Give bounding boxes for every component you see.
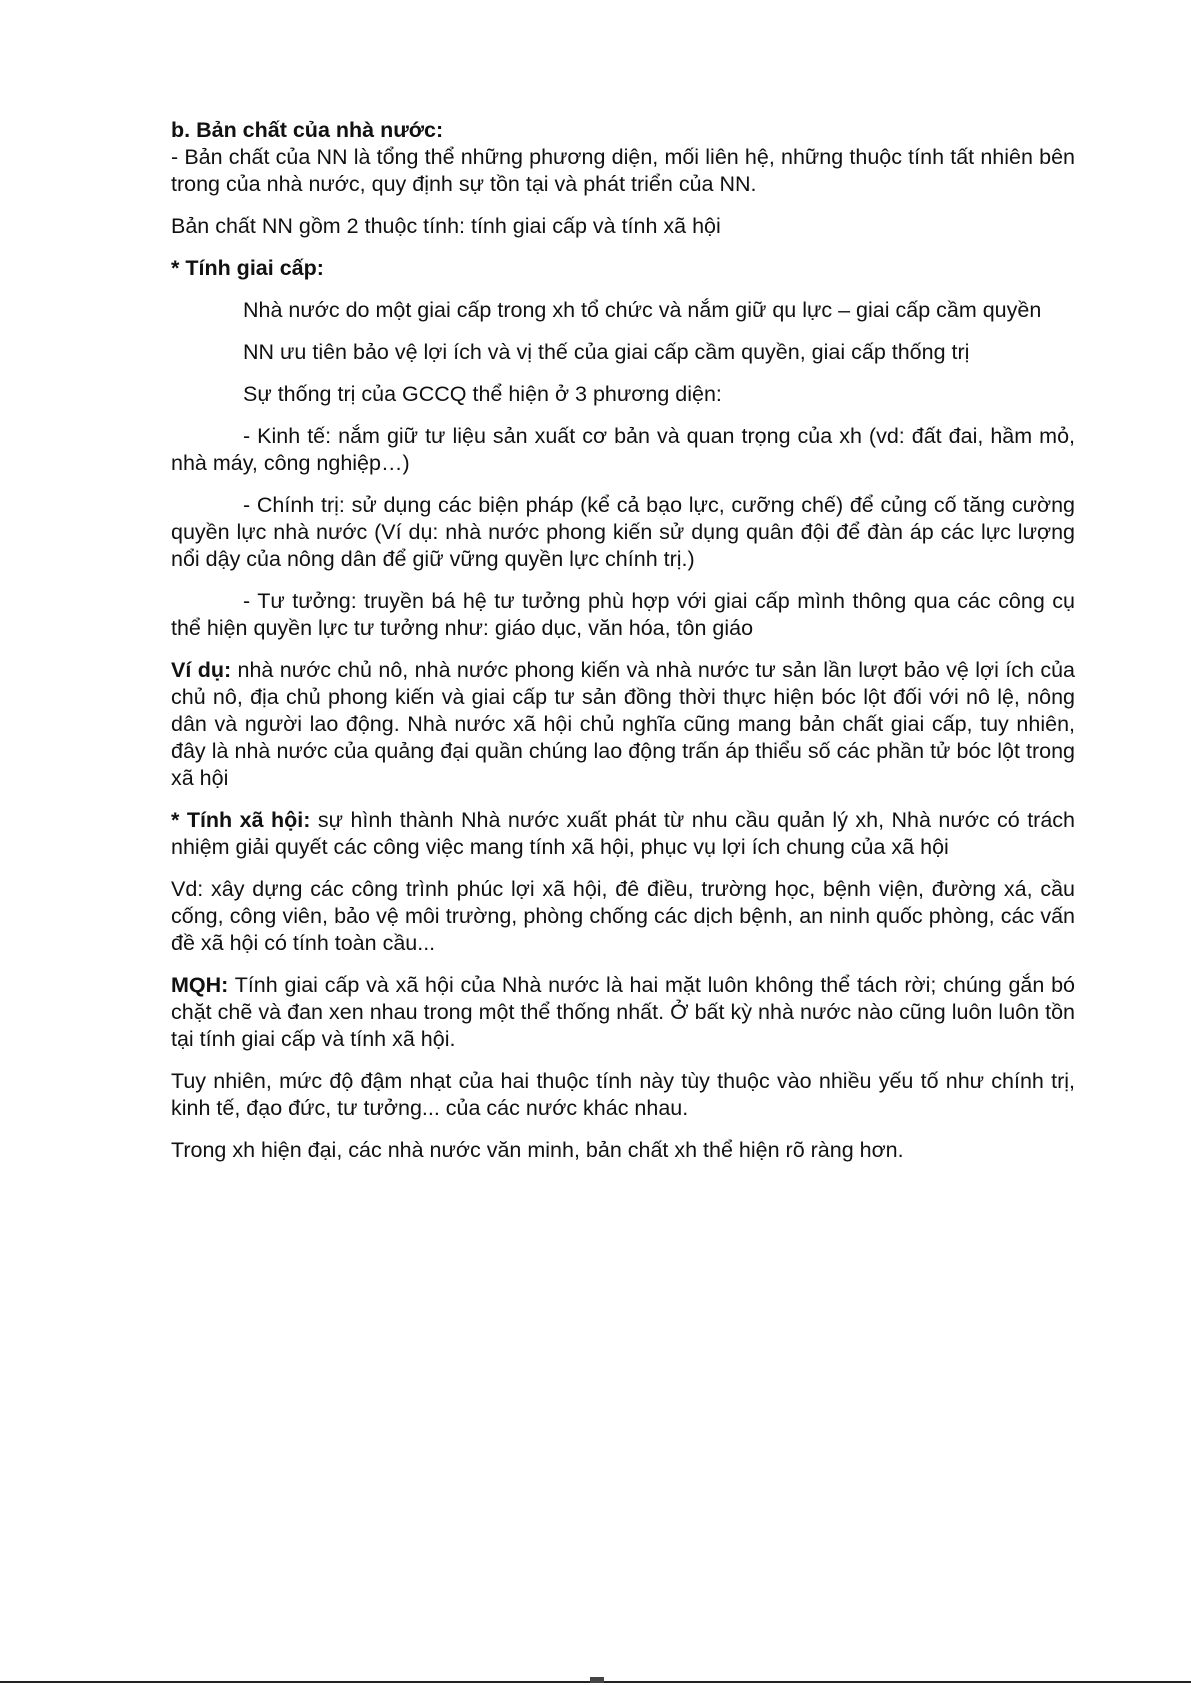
document-body — [171, 117, 1075, 1179]
however-paragraph: Tuy nhiên, mức độ đậm nhạt của hai thuộc tính này tùy thuộc vào nhiều yếu tố như chính trị, kinh tế, đạo đức, tư tưởng... của các nước khác nhau. — [171, 1069, 1075, 1120]
modern-paragraph: Trong xh hiện đại, các nhà nước văn minh, bản chất xh thể hiện rõ ràng hơn. — [171, 1138, 904, 1162]
economy-paragraph: - Kinh tế: nắm giữ tư liệu sản xuất cơ bản và quan trọng của xh (vd: đất đai, hầm mỏ, nhà máy, công nghiệp…) — [171, 424, 1075, 475]
social-label: * Tính xã hội: — [171, 808, 311, 832]
class-paragraph-2: NN ưu tiên bảo vệ lợi ích và vị thế của giai cấp cầm quyền, giai cấp thống trị — [243, 340, 970, 364]
two-attributes-paragraph: Bản chất NN gồm 2 thuộc tính: tính giai cấp và tính xã hội — [171, 214, 721, 238]
mqh-paragraph — [171, 972, 1075, 1053]
social-example-paragraph: Vd: xây dựng các công trình phúc lợi xã hội, đê điều, trường học, bệnh viện, đường xá, cầu cống, công viên, bảo vệ môi trường, phòng chống các dịch bệnh, an ninh quốc phòng, các vấn đề xã hội có tính toàn cầu... — [171, 877, 1075, 955]
mqh-text: Tính giai cấp và xã hội của Nhà nước là hai mặt luôn không thể tách rời; chúng gắn bó chặt chẽ và đan xen nhau trong một thể thống nhất. Ở bất kỳ nhà nước nào cũng luôn luôn tồn tại tính giai cấp và tính xã hội. — [171, 973, 1075, 1051]
mqh-label: MQH: — [171, 973, 229, 997]
class-paragraph-3: Sự thống trị của GCCQ thể hiện ở 3 phương diện: — [243, 382, 722, 406]
politics-paragraph: - Chính trị: sử dụng các biện pháp (kể cả bạo lực, cưỡng chế) để củng cố tăng cường quyền lực nhà nước (Ví dụ: nhà nước phong kiến sử dụng quân đội để đàn áp các lực lượng nổi dậy của nông dân để giữ vững quyền lực chính trị.) — [171, 493, 1075, 571]
example-paragraph — [171, 657, 1075, 792]
social-paragraph — [171, 807, 1075, 861]
section-heading: b. Bản chất của nhà nước: — [171, 118, 444, 142]
example-label: Ví dụ: — [171, 658, 232, 682]
page-bottom-mark — [590, 1677, 604, 1683]
intro-paragraph: - Bản chất của NN là tổng thể những phương diện, mối liên hệ, những thuộc tính tất nhiên bên trong của nhà nước, quy định sự tồn tại và phát triển của NN. — [171, 145, 1075, 196]
ideology-paragraph: - Tư tưởng: truyền bá hệ tư tưởng phù hợp với giai cấp mình thông qua các công cụ thể hiện quyền lực tư tưởng như: giáo dục, văn hóa, tôn giáo — [171, 589, 1075, 640]
social-text: sự hình thành Nhà nước xuất phát từ nhu cầu quản lý xh, Nhà nước có trách nhiệm giải quyết các công việc mang tính xã hội, phục vụ lợi ích chung của xã hội — [171, 808, 1076, 859]
example-text: nhà nước chủ nô, nhà nước phong kiến và nhà nước tư sản lần lượt bảo vệ lợi ích của chủ nô, địa chủ phong kiến và giai cấp tư sản đồng thời thực hiện bóc lột đối với nô lệ, nông dân và người lao động. Nhà nước xã hội chủ nghĩa cũng mang bản chất giai cấp, tuy nhiên, đây là nhà nước của quảng đại quần chúng lao động trấn áp thiểu số các phần tử bóc lột trong xã hội — [171, 658, 1075, 790]
class-heading: * Tính giai cấp: — [171, 256, 324, 280]
class-paragraph-1: Nhà nước do một giai cấp trong xh tổ chức và nắm giữ qu lực – giai cấp cầm quyền — [243, 298, 1042, 322]
